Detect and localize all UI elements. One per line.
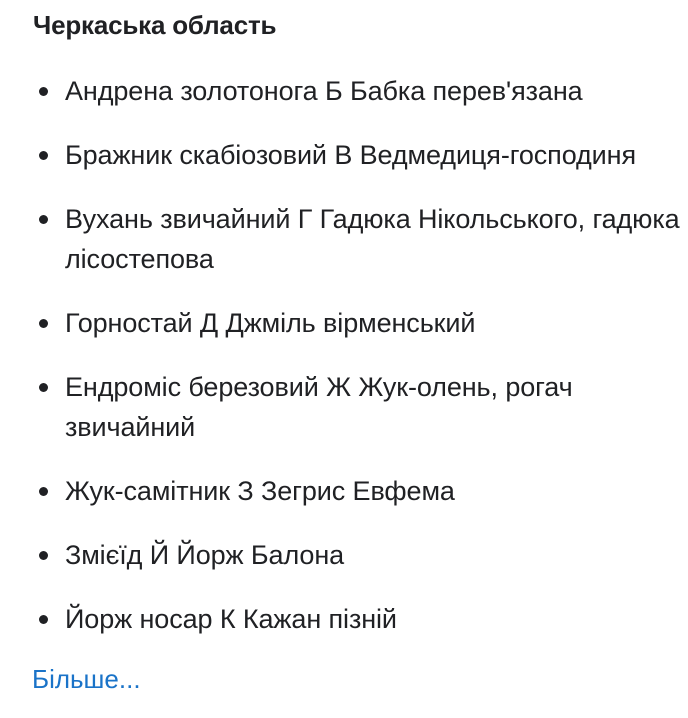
list-item bbox=[0, 71, 688, 111]
list-item-text: Йорж носар К Кажан пізній bbox=[65, 604, 397, 634]
list-item bbox=[0, 599, 688, 639]
bullet-icon bbox=[39, 215, 48, 224]
bullet-icon bbox=[39, 319, 48, 328]
list-item-text: Бражник скабіозовий В Ведмедиця-господиня bbox=[65, 140, 636, 170]
list-item-text: Вухань звичайний Г Гадюка Нікольського, гадюка лісостепова bbox=[65, 204, 680, 274]
list-item-text: Андрена золотонога Б Бабка перев'язана bbox=[65, 76, 583, 106]
bullet-icon bbox=[39, 87, 48, 96]
list-item bbox=[0, 135, 688, 175]
list-item-text: Ендроміс березовий Ж Жук-олень, рогач звичайний bbox=[65, 372, 573, 442]
list-item-text: Горностай Д Джміль вірменський bbox=[65, 308, 476, 338]
bullet-icon bbox=[39, 551, 48, 560]
list-item-text: Змієїд Й Йорж Балона bbox=[65, 540, 345, 570]
species-list bbox=[0, 71, 688, 663]
list-item bbox=[0, 303, 688, 343]
bullet-icon bbox=[39, 487, 48, 496]
list-item bbox=[0, 471, 688, 511]
list-item bbox=[0, 367, 688, 447]
region-title: Черкаська область bbox=[33, 10, 277, 40]
more-link[interactable]: Більше... bbox=[32, 664, 141, 694]
bullet-icon bbox=[39, 151, 48, 160]
bullet-icon bbox=[39, 383, 48, 392]
bullet-icon bbox=[39, 615, 48, 624]
list-item bbox=[0, 199, 688, 279]
list-item bbox=[0, 535, 688, 575]
list-item-text: Жук-самітник З Зегрис Евфема bbox=[65, 476, 455, 506]
